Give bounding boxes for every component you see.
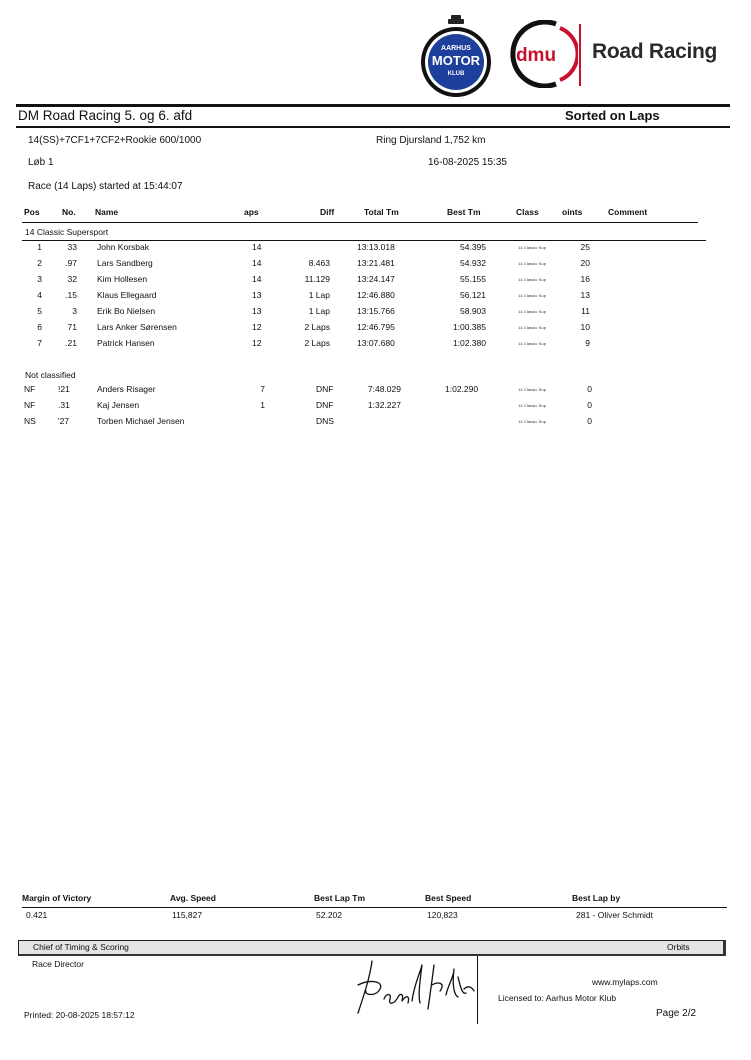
best-lap-tm-value: 52.202: [316, 910, 342, 920]
class-cell: 14 Classic Sup: [518, 419, 547, 424]
points-cell: 0: [587, 400, 592, 410]
class-group-label: 14 Classic Supersport: [25, 227, 109, 237]
svg-text:KLUB: KLUB: [447, 71, 465, 77]
class-cell: 14 Classic Sup: [518, 309, 547, 314]
race-classes: 14(SS)+7CF1+7CF2+Rookie 600/1000: [28, 135, 202, 146]
name-cell: Lars Anker Sørensen: [97, 322, 177, 332]
number-cell: '27: [58, 416, 70, 426]
table-row: [0, 290, 751, 304]
best-time-cell: 58.903: [460, 306, 486, 316]
svg-text:AARHUS: AARHUS: [441, 45, 471, 52]
number-cell: !21: [58, 384, 70, 394]
table-row: [0, 274, 751, 288]
points-cell: 16: [580, 274, 590, 284]
name-cell: Anders Risager: [97, 384, 156, 394]
pos-cell: 5: [37, 306, 42, 316]
total-time-cell: 1:32.227: [367, 400, 401, 410]
diff-cell: DNF: [316, 384, 334, 394]
diff-cell: 8.463: [308, 258, 330, 268]
best-lap-tm-label: Best Lap Tm: [314, 893, 366, 903]
col-laps: aps: [244, 207, 259, 217]
points-cell: 11: [581, 306, 590, 316]
number-cell: 32: [67, 274, 77, 284]
svg-text:MOTOR: MOTOR: [431, 53, 481, 68]
pos-cell: 7: [37, 338, 42, 348]
points-cell: 0: [587, 384, 592, 394]
heat-label: Løb 1: [28, 157, 54, 168]
margin-of-victory-label: Margin of Victory: [22, 893, 92, 903]
chief-of-timing-label: Chief of Timing & Scoring: [33, 942, 129, 952]
laps-cell: 13: [252, 306, 262, 316]
race-datetime: 16-08-2025 15:35: [428, 157, 507, 168]
page-number: Page 2/2: [656, 1008, 697, 1019]
col-name: Name: [95, 207, 119, 217]
aarhus-motor-klub-logo: [418, 14, 494, 98]
total-time-cell: 13:21.481: [357, 258, 395, 268]
total-time-cell: 13:07.680: [357, 338, 395, 348]
table-row: [0, 400, 751, 414]
name-cell: Lars Sandberg: [97, 258, 153, 268]
number-cell: 71: [67, 322, 77, 332]
class-cell: 14 Classic Sup: [518, 403, 547, 408]
name-cell: Patrick Hansen: [97, 338, 155, 348]
laps-cell: 14: [252, 242, 262, 252]
number-cell: .21: [65, 338, 77, 348]
col-diff: Diff: [320, 207, 335, 217]
table-row: [0, 242, 751, 256]
number-cell: 3: [72, 306, 77, 316]
best-time-cell: 56.121: [460, 290, 486, 300]
best-speed-value: 120,823: [427, 910, 458, 920]
pos-cell: NS: [24, 416, 36, 426]
number-cell: .97: [65, 258, 77, 268]
title-top-rule: [16, 104, 730, 107]
officials-bar: [18, 940, 726, 956]
group-rule: [22, 240, 706, 241]
col-points: oints: [562, 207, 583, 217]
col-best: Best Tm: [447, 207, 481, 217]
points-cell: 25: [580, 242, 590, 252]
avg-speed-value: 115,827: [172, 910, 203, 920]
col-pos: Pos: [24, 207, 40, 217]
diff-cell: 11.129: [304, 274, 330, 284]
points-cell: 13: [580, 290, 590, 300]
name-cell: John Korsbak: [97, 242, 149, 252]
total-time-cell: 13:24.147: [357, 274, 395, 284]
diff-cell: 2 Laps: [304, 322, 330, 332]
pos-cell: 2: [37, 258, 42, 268]
diff-cell: DNF: [316, 400, 334, 410]
name-cell: Erik Bo Nielsen: [97, 306, 156, 316]
laps-cell: 14: [252, 274, 262, 284]
event-title: DM Road Racing 5. og 6. afd: [18, 108, 193, 123]
col-comment: Comment: [608, 207, 648, 217]
col-no: No.: [62, 207, 76, 217]
printed-timestamp: Printed: 20-08-2025 18:57:12: [24, 1010, 135, 1020]
total-time-cell: 7:48.029: [367, 384, 401, 394]
diff-cell: DNS: [316, 416, 334, 426]
col-total: Total Tm: [364, 207, 399, 217]
pos-cell: NF: [24, 384, 36, 394]
total-time-cell: 13:15.766: [357, 306, 395, 316]
race-director-label: Race Director: [32, 959, 84, 969]
col-class: Class: [516, 207, 539, 217]
name-cell: Torben Michael Jensen: [97, 416, 185, 426]
race-director-signature: [350, 955, 478, 1017]
points-cell: 20: [580, 258, 590, 268]
diff-cell: 1 Lap: [308, 290, 330, 300]
total-time-cell: 13:13.018: [357, 242, 395, 252]
logo-divider: [579, 24, 581, 86]
class-cell: 14 Classic Sup: [518, 325, 547, 330]
pos-cell: 3: [37, 274, 42, 284]
total-time-cell: 12:46.795: [357, 322, 395, 332]
title-bottom-rule: [16, 126, 730, 128]
class-cell: 14 Classic Sup: [518, 245, 547, 250]
dmu-logo: [506, 20, 578, 88]
best-time-cell: 54.932: [460, 258, 486, 268]
points-cell: 10: [580, 322, 590, 332]
pos-cell: 1: [37, 242, 42, 252]
best-time-cell: 54.395: [460, 242, 486, 252]
race-start: Race (14 Laps) started at 15:44:07: [28, 181, 183, 192]
best-time-cell: 1:00.385: [452, 322, 486, 332]
brand-title: Road Racing: [592, 40, 718, 63]
best-lap-by-label: Best Lap by: [572, 893, 621, 903]
track-info: Ring Djursland 1,752 km: [376, 135, 486, 146]
signature-divider: [477, 956, 478, 1024]
laps-cell: 1: [260, 400, 265, 410]
total-time-cell: 12:46.880: [357, 290, 395, 300]
class-cell: 14 Classic Sup: [518, 387, 547, 392]
svg-text:dmu: dmu: [515, 45, 557, 66]
number-cell: 33: [67, 242, 77, 252]
orbits-label: Orbits: [667, 942, 690, 952]
best-time-cell: 1:02.290: [445, 384, 479, 394]
class-cell: 14 Classic Sup: [518, 277, 547, 282]
licensed-to-label: Licensed to: Aarhus Motor Klub: [498, 993, 617, 1003]
website-link[interactable]: www.mylaps.com: [592, 977, 658, 987]
sort-label: Sorted on Laps: [565, 108, 660, 123]
points-cell: 9: [585, 338, 590, 348]
table-row: [0, 306, 751, 320]
laps-cell: 14: [252, 258, 262, 268]
class-cell: 14 Classic Sup: [518, 341, 547, 346]
table-row: [0, 384, 751, 398]
name-cell: Kim Hollesen: [97, 274, 148, 284]
pos-cell: NF: [24, 400, 36, 410]
diff-cell: 1 Lap: [308, 306, 330, 316]
best-time-cell: 55.155: [460, 274, 486, 284]
pos-cell: 4: [37, 290, 42, 300]
header-rule: [22, 222, 698, 223]
pos-cell: 6: [37, 322, 42, 332]
table-row: [0, 258, 751, 272]
margin-of-victory-value: 0.421: [26, 910, 48, 920]
laps-cell: 12: [252, 338, 262, 348]
class-cell: 14 Classic Sup: [518, 261, 547, 266]
laps-cell: 13: [252, 290, 262, 300]
avg-speed-label: Avg. Speed: [170, 893, 216, 903]
class-cell: 14 Classic Sup: [518, 293, 547, 298]
points-cell: 0: [587, 416, 592, 426]
number-cell: .31: [58, 400, 70, 410]
table-row: [0, 322, 751, 336]
name-cell: Klaus Ellegaard: [97, 290, 157, 300]
summary-rule: [22, 907, 727, 908]
best-time-cell: 1:02.380: [452, 338, 486, 348]
diff-cell: 2 Laps: [304, 338, 330, 348]
table-row: [0, 416, 751, 430]
table-row: [0, 338, 751, 352]
best-speed-label: Best Speed: [425, 893, 472, 903]
best-lap-by-value: 281 - Oliver Schmidt: [576, 910, 653, 920]
number-cell: .15: [65, 290, 77, 300]
not-classified-label: Not classified: [25, 370, 76, 380]
laps-cell: 12: [252, 322, 262, 332]
laps-cell: 7: [260, 384, 265, 394]
name-cell: Kaj Jensen: [97, 400, 140, 410]
